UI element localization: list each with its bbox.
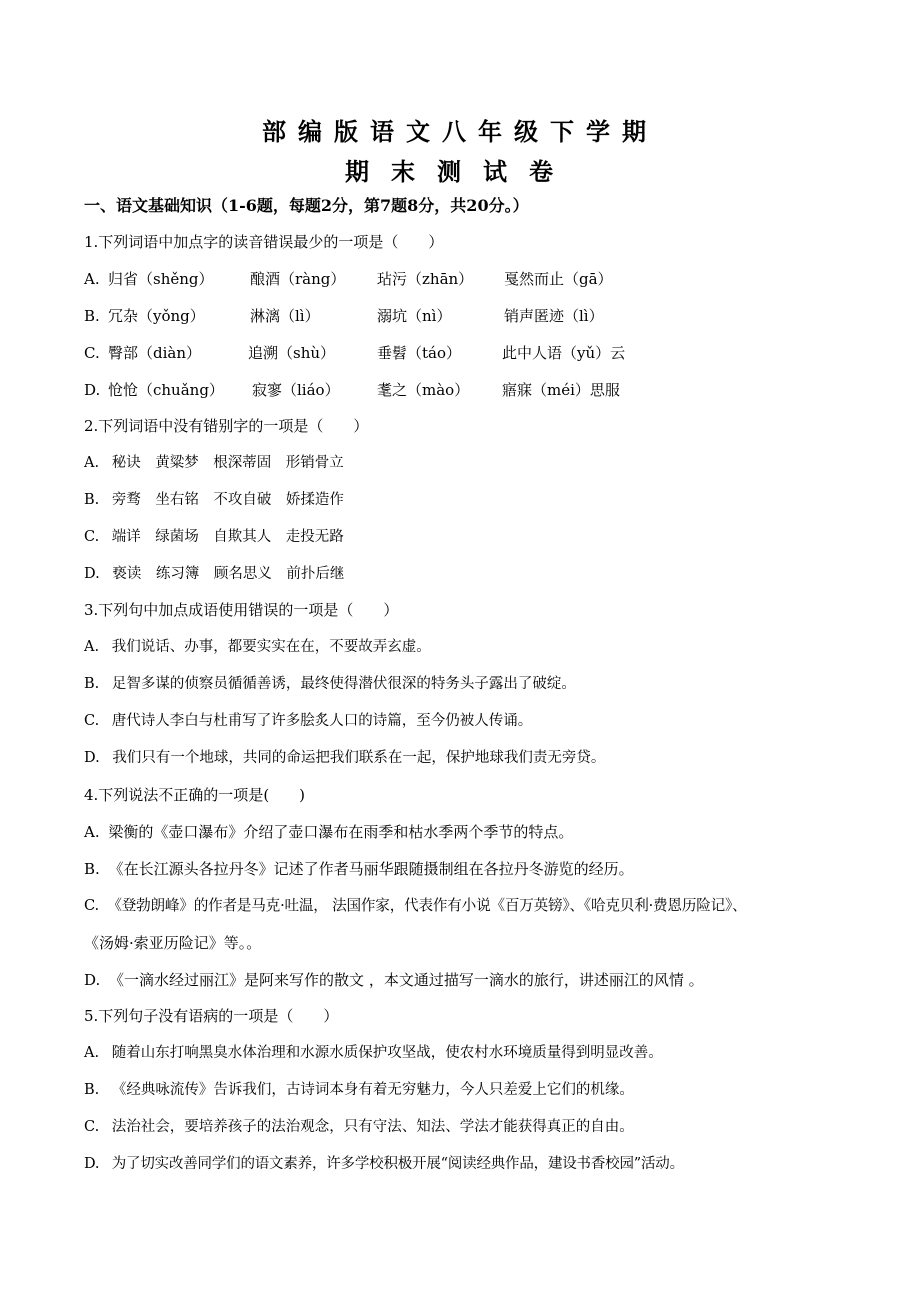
option-text: 足智多谋的侦察员循循善诱，最终使得潜伏很深的特务头子露出了破绽。 [111, 676, 576, 692]
option-text: 秘诀 黄粱梦 根深蒂固 形销骨立 [111, 455, 344, 471]
exam-subtitle: 期末测试卷 [345, 157, 575, 186]
q1-option-a[interactable] [84, 268, 844, 290]
q2-option-c[interactable] [84, 526, 344, 548]
option-letter: C. [84, 1119, 100, 1135]
question-3-stem: 3.下列句中加点成语使用错误的一项是（ ） [84, 601, 399, 619]
option-letter: B. [84, 676, 100, 692]
option-text: 为了切实改善同学们的语文素养，许多学校积极开展“阅读经典作品，建设书香校园”活动。 [111, 1156, 684, 1172]
word-item: 寤寐（méi）思服 [502, 381, 620, 399]
option-letter: A. [84, 270, 100, 288]
option-text: 我们只有一个地球，共同的命运把我们联系在一起，保护地球我们责无旁贷。 [112, 750, 606, 766]
question-5-stem: 5.下列句子没有语病的一项是（ ） [84, 1007, 339, 1025]
word-item: 耄之（mào） [377, 381, 470, 399]
option-letter: C. [84, 344, 100, 362]
q4-option-d[interactable] [84, 969, 704, 991]
option-letter: A. [84, 823, 100, 841]
word-item: 臀部（diàn） [108, 344, 202, 362]
q4-option-c[interactable] [84, 895, 746, 917]
option-text: 唐代诗人李白与杜甫写了许多脍炙人口的诗篇，至今仍被人传诵。 [111, 713, 533, 729]
option-text: 随着山东打响黑臭水体治理和水源水质保护攻坚战，使农村水环境质量得到明显改善。 [111, 1045, 663, 1061]
option-text: 亵读 练习簿 顾名思义 前扑后继 [112, 566, 345, 582]
option-letter: C. [84, 897, 99, 914]
q2-option-a[interactable] [84, 452, 344, 474]
option-letter: B. [84, 492, 100, 508]
option-letter: C. [84, 713, 100, 729]
option-letter: A. [84, 455, 100, 471]
word-item: 追溯（shù） [248, 344, 336, 362]
question-1-stem: 1.下列词语中加点字的读音错误最少的一项是（ ） [84, 233, 444, 251]
question-2-stem: 2.下列词语中没有错别字的一项是（ ） [84, 417, 369, 435]
option-letter: D. [84, 566, 100, 582]
q2-option-d[interactable] [84, 563, 344, 585]
exam-title: 部编版语文八年级下学期 [262, 117, 658, 146]
option-text: 法治社会，要培养孩子的法治观念，只有守法、知法、学法才能获得真正的自由。 [111, 1119, 634, 1135]
q1-option-d[interactable] [84, 379, 844, 401]
q1-option-c[interactable] [84, 342, 844, 364]
option-letter: D. [84, 971, 101, 989]
option-letter: D. [84, 381, 101, 399]
q3-option-a[interactable] [84, 636, 431, 658]
option-text: 端详 绿菌场 自欺其人 走投无路 [111, 529, 344, 545]
q4-option-b[interactable] [84, 858, 634, 880]
word-item: 淋漓（lì） [250, 307, 320, 325]
option-text: 《经典咏流传》告诉我们，古诗词本身有着无穷魅力，今人只差爱上它们的机缘。 [111, 1082, 634, 1098]
word-item: 归省（shěng） [108, 270, 214, 288]
option-letter: B. [84, 307, 100, 325]
option-letter: B. [84, 860, 100, 878]
word-item: 冗杂（yǒng） [108, 307, 205, 325]
q5-option-b[interactable] [84, 1079, 634, 1101]
word-item: 怆怆（chuǎng） [108, 381, 224, 399]
option-text: 我们说话、办事，都要实实在在，不要故弄玄虚。 [111, 639, 431, 655]
option-letter: C. [84, 529, 100, 545]
option-letter: A. [84, 1045, 100, 1061]
option-letter: D. [84, 1156, 100, 1172]
option-text: 梁衡的《壶口瀑布》介绍了壶口瀑布在雨季和枯水季两个季节的特点。 [108, 823, 574, 841]
word-item: 此中人语（yǔ）云 [502, 344, 626, 362]
option-letter: B. [84, 1082, 100, 1098]
q3-option-b[interactable] [84, 673, 576, 695]
q5-option-d[interactable] [84, 1153, 684, 1175]
word-item: 寂寥（liáo） [252, 381, 340, 399]
word-item: 垂髫（táo） [377, 344, 462, 362]
option-text: 《一滴水经过丽江》是阿来写作的散文 ，本文通过描写一滴水的旅行，讲述丽江的风情 。 [109, 971, 704, 989]
section-heading: 一、语文基础知识（1-6题，每题2分，第7题8分，共20分。） [84, 196, 529, 215]
q1-option-b[interactable] [84, 305, 844, 327]
q4-option-a[interactable] [84, 821, 573, 843]
q4-option-c-continuation: 《汤姆·索亚历险记》等。。 [84, 934, 262, 952]
question-4-stem: 4.下列说法不正确的一项是( ) [84, 786, 306, 804]
option-text: 《登勃朗峰》的作者是马克·吐温， 法国作家，代表作有小说《百万英镑》、《哈克贝利·费恩历险记》、 [107, 897, 747, 914]
word-item: 酿酒（ràng） [250, 270, 346, 288]
word-item: 溺坑（nì） [377, 307, 452, 325]
option-text: 旁骛 坐右铭 不攻自破 娇揉造作 [111, 492, 344, 508]
q5-option-a[interactable] [84, 1042, 663, 1064]
option-letter: D. [84, 750, 100, 766]
option-text: 《在长江源头各拉丹冬》记述了作者马丽华跟随摄制组在各拉丹冬游览的经历。 [108, 860, 634, 878]
q3-option-c[interactable] [84, 710, 532, 732]
q3-option-d[interactable] [84, 747, 605, 769]
word-item: 戛然而止（gā） [504, 270, 613, 288]
word-item: 销声匿迹（lì） [504, 307, 604, 325]
q2-option-b[interactable] [84, 489, 344, 511]
q5-option-c[interactable] [84, 1116, 634, 1138]
word-item: 玷污（zhān） [377, 270, 474, 288]
option-letter: A. [84, 639, 100, 655]
